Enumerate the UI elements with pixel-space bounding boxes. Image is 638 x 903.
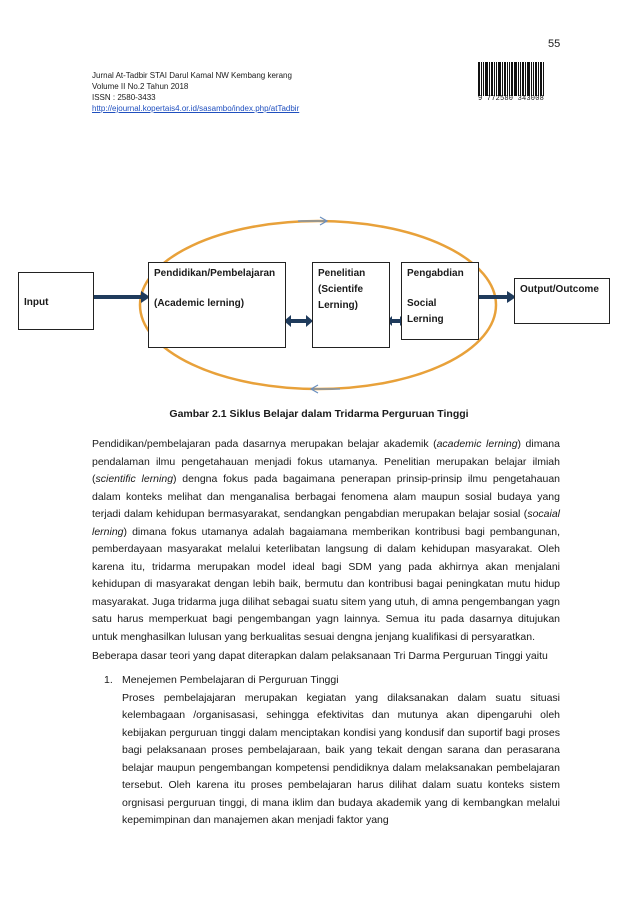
journal-volume: Volume II No.2 Tahun 2018 (92, 82, 189, 91)
para1-italic-3: socaial lerning (92, 508, 560, 538)
penelitian-box (312, 262, 390, 348)
journal-issn: ISSN : 2580-3433 (92, 93, 156, 102)
output-box (514, 278, 610, 324)
list-item-title: Menejemen Pembelajaran di Perguruan Tinggi (122, 674, 339, 686)
journal-name: Jurnal At-Tadbir STAI Darul Kamal NW Kembang kerang (92, 71, 292, 80)
output-label: Output/Outcome (520, 284, 599, 295)
barcode-number: 9 772580 343008 (478, 95, 545, 103)
para1-italic-1: academic lerning (436, 438, 518, 450)
journal-url-link[interactable]: http://ejournal.kopertais4.or.id/sasambo/index.php/atTadbir (92, 104, 300, 113)
pengabdian-title: Pengabdian (407, 268, 464, 279)
penelitian-line-3: Lerning) (318, 300, 358, 311)
paragraph-tridarma (92, 436, 560, 646)
penelitian-line-2: (Scientife (318, 284, 364, 295)
barcode-bars (478, 62, 546, 96)
para1-text-2: ) dimana pendalaman ilmu pengetahauan menjadi fokus utamanya. Penelitian merupakan belajar ilmiah ( (92, 438, 560, 485)
para1-text-1: Pendidikan/pembelajaran pada dasarnya merupakan belajar akademik ( (92, 438, 437, 450)
list-item-body: Proses pembelajajaran merupakan kegiatan yang dilaksanakan dalam suatu situasi kelembagaan /organisasasi, sehingga efektivitas dan mutunya akan dipengaruhi oleh kebijakan perguruan tinggi dalam menciptakan kondisi yang kondusif dan suportif bagi proses bagi pelaksanaan proses pembelajaraan, baik yang tekait dengan sarana dan perasarana belajar maupun pengembangan kompetensi pendidiknya dalam melaksanakan pembelajaran tersebut. Oleh karena itu proses pembelajaran harus dilihat dalam suatu konteks sistem orgnisasi perguruan tinggi, di mana iklim dan budaya akademik yang di kembangkan melalui kepemimpinan dan manajemen akan menjadi faktor yang (122, 691, 560, 826)
page-number: 55 (548, 38, 561, 50)
figure-caption: Gambar 2.1 Siklus Belajar dalam Tridarma Perguruan Tinggi (169, 408, 469, 420)
input-box (18, 272, 94, 330)
pendidikan-title: Pendidikan/Pembelajaran (154, 268, 276, 279)
para1-text-4: ) dimana fokus utamanya adalah bagaiamana memberikan kontribusi bagi pembangunan, pemberdayaan masyarakat melalui keterlibatan langsung di dalam kehidupan masyarakat. Oleh karena itu, tridarma merupakan model ideal bagi SDM yang pada akhirnya akan menjalani kehidupan di masyarakat dengan lebih baik, bermutu dan kontribusi bagai peningkatan mutu hidup masyarakat. Juga tridarma juga dilihat sebagai suatu sitem yang utuh, di amna pengembangan yagn satu harus memperkuat bagi pengembangan yagn lainnya. Semua itu pada dasarnya ditujukan untuk menghasilkan lulusan yang berkualitas sesuai dengna jenjang kualifikasi di persyaratkan. (92, 525, 560, 643)
pengabdian-box (401, 262, 479, 340)
pengabdian-line-1: Social (407, 298, 437, 309)
input-label: Input (24, 297, 49, 308)
list-item-number: 1. (104, 674, 113, 686)
issn-barcode (478, 62, 546, 104)
pendidikan-box (148, 262, 286, 348)
list-item-1 (104, 672, 560, 830)
para1-italic-2: scientific lerning (95, 473, 174, 485)
para1-text-3: ) dengna fokus pada bagaimana penerapan prinsip-prinsip ilmu pengetahauan dalam konteks melihat dan menganalisa berbagai fenomena alam maupun sosial budaya yang terjadi dalam kehidupan bermasyarakat, sendangkan pengabdian merupakan belajar sosial ( (92, 473, 561, 520)
penelitian-line-1: Penelitian (318, 268, 366, 279)
pengabdian-line-2: Lerning (407, 314, 444, 325)
paragraph-dasar-teori: Beberapa dasar teori yang dapat diterapkan dalam pelaksanaan Tri Darma Perguruan Tinggi yaitu (92, 650, 548, 662)
pendidikan-subtitle: (Academic lerning) (154, 298, 245, 309)
